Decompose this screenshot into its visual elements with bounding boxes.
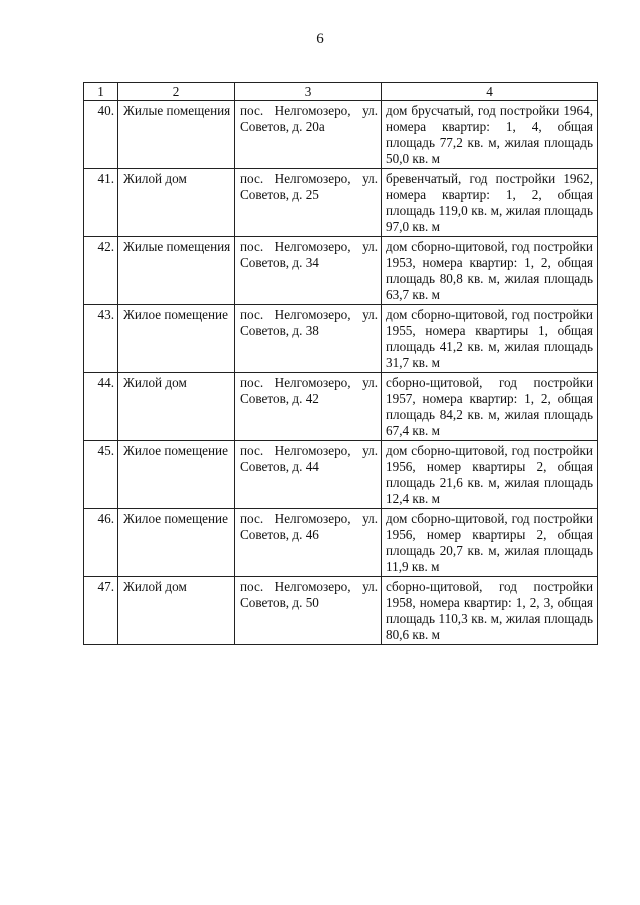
table-row (84, 169, 598, 237)
column-header-3: 3 (235, 83, 382, 101)
object-address: пос. Нелгомозеро, ул. Советов, д. 50 (235, 577, 382, 645)
object-name: Жилой дом (118, 373, 235, 441)
page-number: 6 (316, 31, 324, 47)
row-number: 42. (84, 237, 118, 305)
column-header-1: 1 (84, 83, 118, 101)
table-row (84, 373, 598, 441)
object-name: Жилое помещение (118, 441, 235, 509)
object-description: дом сборно-щитовой, год постройки 1956, номер квартиры 2, общая площадь 21,6 кв. м, жилая площадь 12,4 кв. м (382, 441, 598, 509)
row-number: 41. (84, 169, 118, 237)
column-header-2: 2 (118, 83, 235, 101)
object-description: дом сборно-щитовой, год постройки 1956, номер квартиры 2, общая площадь 20,7 кв. м, жилая площадь 11,9 кв. м (382, 509, 598, 577)
column-header-4: 4 (382, 83, 598, 101)
object-name: Жилое помещение (118, 305, 235, 373)
row-number: 43. (84, 305, 118, 373)
table-row (84, 237, 598, 305)
object-name: Жилое помещение (118, 509, 235, 577)
object-address: пос. Нелгомозеро, ул. Советов, д. 46 (235, 509, 382, 577)
row-number: 47. (84, 577, 118, 645)
row-number: 40. (84, 101, 118, 169)
table-row (84, 577, 598, 645)
table-row (84, 509, 598, 577)
row-number: 45. (84, 441, 118, 509)
object-description: сборно-щитовой, год постройки 1957, номера квартир: 1, 2, общая площадь 84,2 кв. м, жилая площадь 67,4 кв. м (382, 373, 598, 441)
object-description: дом сборно-щитовой, год постройки 1955, номера квартиры 1, общая площадь 41,2 кв. м, жилая площадь 31,7 кв. м (382, 305, 598, 373)
object-description: сборно-щитовой, год постройки 1958, номера квартир: 1, 2, 3, общая площадь 110,3 кв. м, жилая площадь 80,6 кв. м (382, 577, 598, 645)
object-address: пос. Нелгомозеро, ул. Советов, д. 25 (235, 169, 382, 237)
property-table (83, 82, 598, 645)
object-address: пос. Нелгомозеро, ул. Советов, д. 20а (235, 101, 382, 169)
object-address: пос. Нелгомозеро, ул. Советов, д. 42 (235, 373, 382, 441)
object-description: дом сборно-щитовой, год постройки 1953, номера квартир: 1, 2, общая площадь 80,8 кв. м, жилая площадь 63,7 кв. м (382, 237, 598, 305)
table-row (84, 441, 598, 509)
row-number: 44. (84, 373, 118, 441)
header-row (84, 83, 598, 101)
object-name: Жилые помещения (118, 101, 235, 169)
object-address: пос. Нелгомозеро, ул. Советов, д. 34 (235, 237, 382, 305)
object-name: Жилой дом (118, 169, 235, 237)
object-name: Жилой дом (118, 577, 235, 645)
object-description: бревенчатый, год постройки 1962, номера квартир: 1, 2, общая площадь 119,0 кв. м, жилая площадь 97,0 кв. м (382, 169, 598, 237)
object-address: пос. Нелгомозеро, ул. Советов, д. 38 (235, 305, 382, 373)
object-description: дом брусчатый, год постройки 1964, номера квартир: 1, 4, общая площадь 77,2 кв. м, жилая площадь 50,0 кв. м (382, 101, 598, 169)
table-row (84, 101, 598, 169)
row-number: 46. (84, 509, 118, 577)
object-name: Жилые помещения (118, 237, 235, 305)
table-row (84, 305, 598, 373)
object-address: пос. Нелгомозеро, ул. Советов, д. 44 (235, 441, 382, 509)
